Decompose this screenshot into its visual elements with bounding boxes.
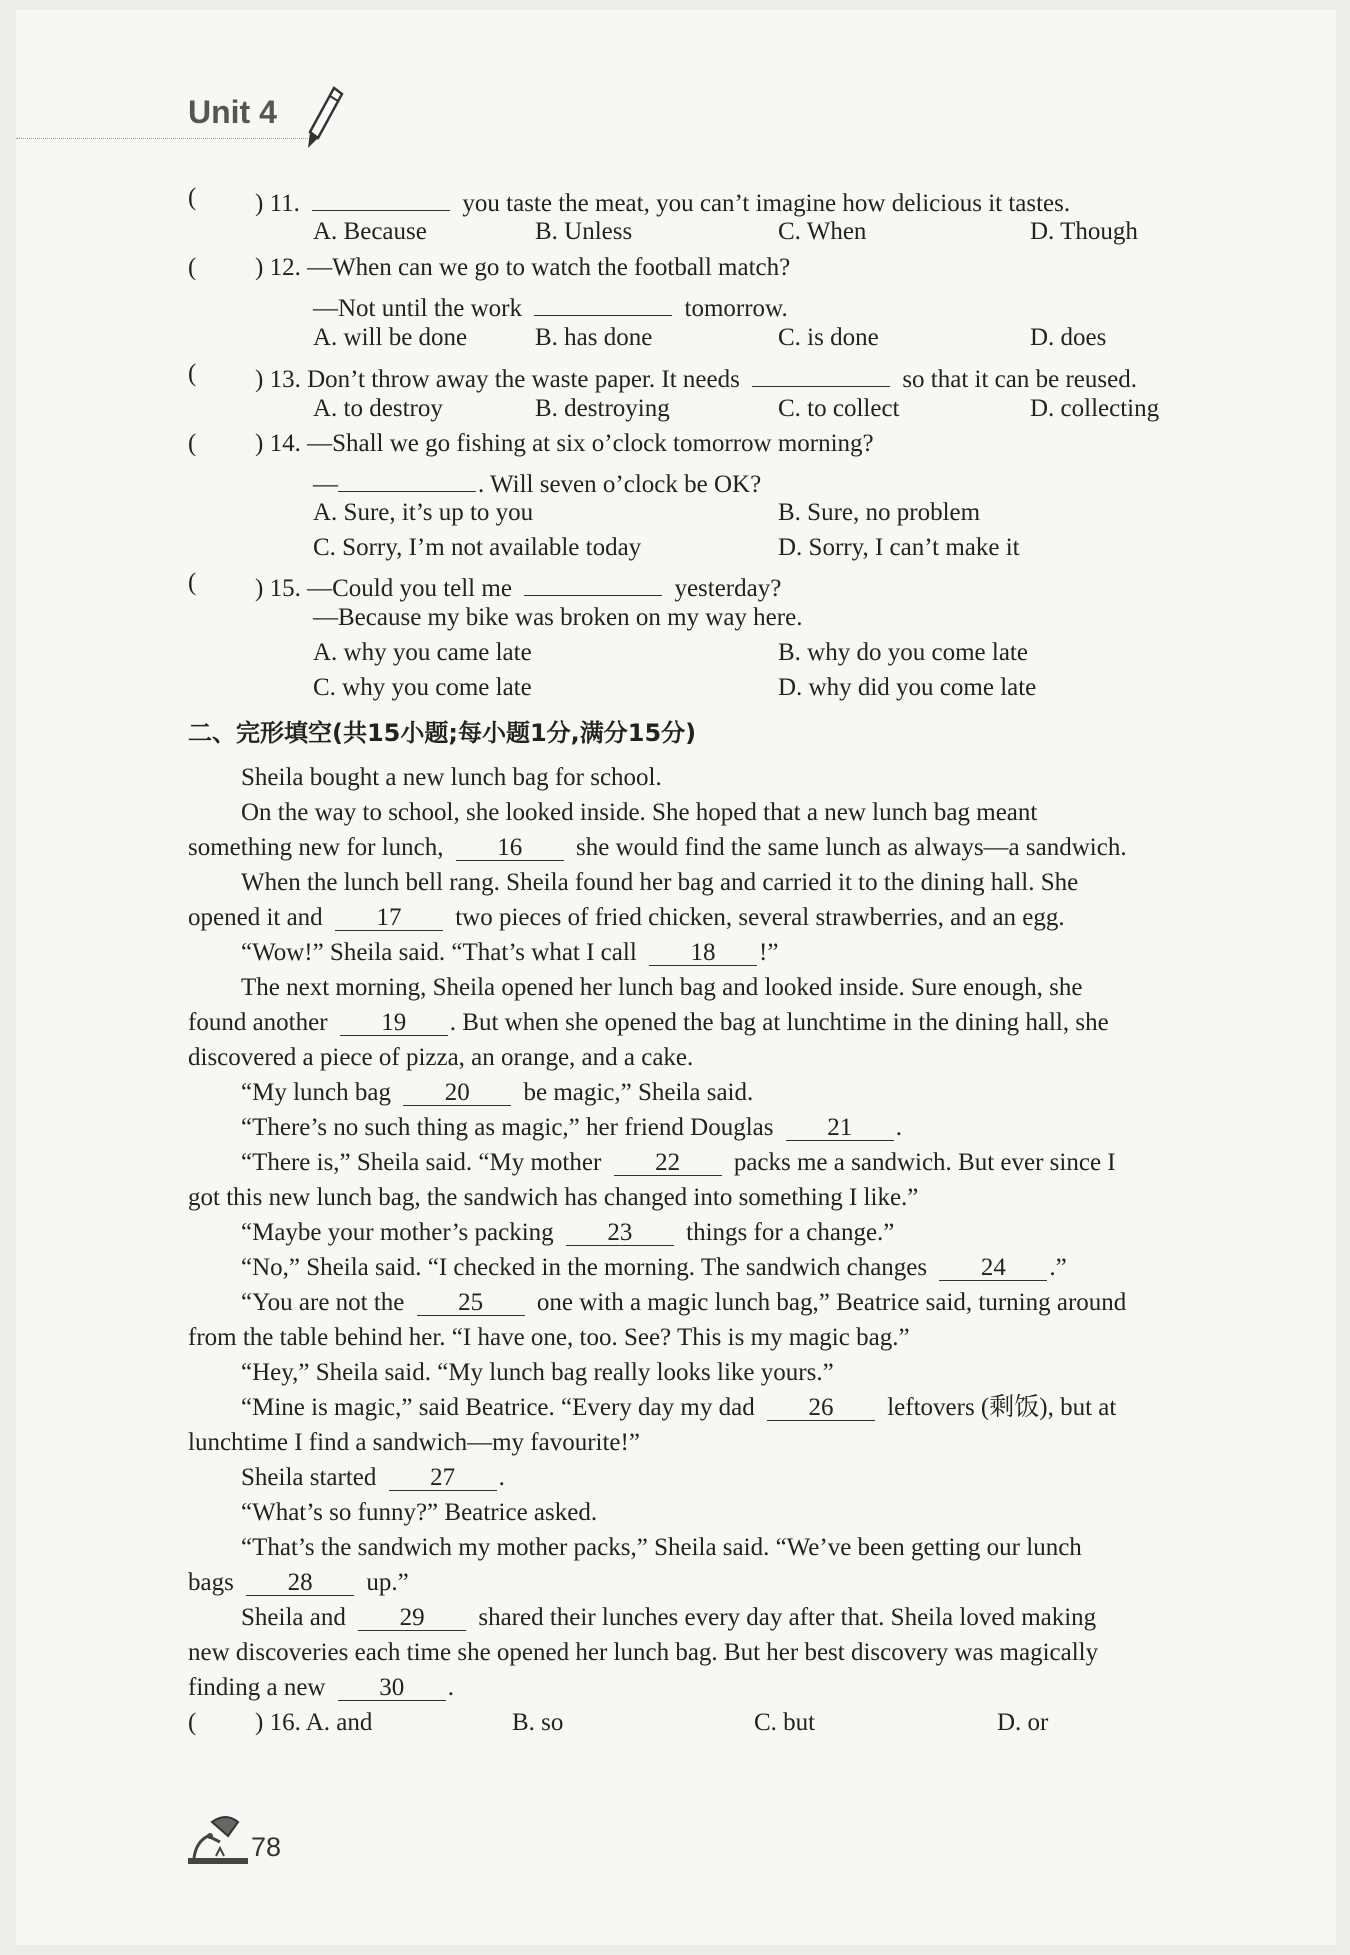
question-16 bbox=[255, 1707, 372, 1739]
text: she would find the same lunch as always—a sandwich. bbox=[576, 834, 1127, 861]
passage-line bbox=[241, 1252, 1067, 1284]
option-b: B. Unless bbox=[535, 218, 633, 245]
answer-bracket: ( bbox=[188, 430, 197, 457]
question-stem: —Could you tell me bbox=[307, 575, 512, 602]
question-11 bbox=[255, 182, 1070, 220]
text: “Wow!” Sheila said. “That’s what I call bbox=[241, 939, 637, 966]
passage-line bbox=[241, 1287, 1126, 1319]
header-rule bbox=[16, 138, 316, 139]
cloze-blank: 27 bbox=[389, 1462, 497, 1491]
passage-line bbox=[241, 1147, 1116, 1179]
text: . bbox=[447, 1674, 454, 1701]
question-stem: yesterday? bbox=[674, 575, 782, 602]
question-12-line2 bbox=[313, 287, 788, 325]
passage-line: got this new lunch bag, the sandwich has changed into something I like.” bbox=[188, 1184, 919, 1211]
text: “There is,” Sheila said. “My mother bbox=[241, 1149, 602, 1176]
text: “You are not the bbox=[241, 1289, 405, 1316]
text: — bbox=[313, 471, 338, 498]
text: things for a change.” bbox=[686, 1219, 895, 1246]
option-c: C. is done bbox=[778, 324, 879, 351]
cloze-blank: 17 bbox=[335, 902, 443, 931]
passage-line: from the table behind her. “I have one, too. See? This is my magic bag.” bbox=[188, 1324, 910, 1351]
option-d: D. does bbox=[1030, 324, 1107, 351]
answer-bracket: ( bbox=[188, 1709, 197, 1736]
text: something new for lunch, bbox=[188, 834, 444, 861]
passage-line bbox=[188, 1672, 454, 1704]
passage-line bbox=[241, 1462, 505, 1494]
text: found another bbox=[188, 1009, 328, 1036]
option-a: A. Sure, it’s up to you bbox=[313, 499, 534, 526]
pen-icon bbox=[304, 86, 344, 152]
text: Sheila and bbox=[241, 1604, 346, 1631]
passage-line bbox=[241, 1392, 1116, 1424]
passage-line: discovered a piece of pizza, an orange, and a cake. bbox=[188, 1044, 694, 1071]
question-12 bbox=[255, 252, 790, 284]
passage-line bbox=[241, 1112, 902, 1144]
option-c: C. but bbox=[754, 1709, 816, 1736]
answer-bracket: ( bbox=[188, 569, 197, 596]
option-a: A. and bbox=[305, 1709, 373, 1736]
answer-blank bbox=[534, 287, 672, 316]
option-a: A. why you came late bbox=[313, 639, 532, 666]
question-number: ) 12. bbox=[255, 254, 301, 281]
text: be magic,” Sheila said. bbox=[523, 1079, 754, 1106]
section-heading: 二、完形填空(共15小题;每小题1分,满分15分) bbox=[188, 719, 697, 747]
cloze-blank: 23 bbox=[566, 1217, 674, 1246]
cloze-blank: 20 bbox=[403, 1077, 511, 1106]
answer-blank bbox=[752, 358, 890, 387]
question-stem: so that it can be reused. bbox=[902, 366, 1137, 393]
option-c: C. When bbox=[778, 218, 867, 245]
option-b: B. Sure, no problem bbox=[778, 499, 981, 526]
question-13 bbox=[255, 358, 1137, 396]
question-number: ) 14. bbox=[255, 430, 301, 457]
question-stem: Don’t throw away the waste paper. It needs bbox=[307, 366, 740, 393]
question-14 bbox=[255, 428, 874, 460]
text: tomorrow. bbox=[684, 295, 788, 322]
passage-line bbox=[188, 1007, 1109, 1039]
answer-bracket: ( bbox=[188, 254, 197, 281]
lamp-icon bbox=[186, 1812, 250, 1866]
option-c: C. why you come late bbox=[313, 674, 532, 701]
option-d: D. collecting bbox=[1030, 395, 1160, 422]
cloze-blank: 26 bbox=[767, 1392, 875, 1421]
text: . But when she opened the bag at lunchtime in the dining hall, she bbox=[449, 1009, 1109, 1036]
option-c: C. to collect bbox=[778, 395, 900, 422]
cloze-blank: 16 bbox=[456, 832, 564, 861]
passage-line: The next morning, Sheila opened her lunch bag and looked inside. Sure enough, she bbox=[241, 974, 1083, 1001]
text: . bbox=[498, 1464, 505, 1491]
text: one with a magic lunch bag,” Beatrice said, turning around bbox=[536, 1289, 1127, 1316]
passage-line: new discoveries each time she opened her lunch bag. But her best discovery was magically bbox=[188, 1639, 1099, 1666]
text: finding a new bbox=[188, 1674, 326, 1701]
option-d: D. or bbox=[997, 1709, 1049, 1736]
page-number: 78 bbox=[251, 1832, 282, 1862]
text: shared their lunches every day after that. Sheila loved making bbox=[478, 1604, 1097, 1631]
cloze-blank: 30 bbox=[338, 1672, 446, 1701]
cloze-blank: 29 bbox=[358, 1602, 466, 1631]
question-15-line2: —Because my bike was broken on my way here. bbox=[313, 604, 803, 631]
question-number: ) 16. bbox=[255, 1709, 301, 1736]
option-b: B. why do you come late bbox=[778, 639, 1028, 666]
text: . Will seven o’clock be OK? bbox=[478, 471, 762, 498]
passage-line: lunchtime I find a sandwich—my favourite!” bbox=[188, 1429, 640, 1456]
passage-line: On the way to school, she looked inside. She hoped that a new lunch bag meant bbox=[241, 799, 1038, 826]
passage-line: Sheila bought a new lunch bag for school. bbox=[241, 764, 662, 791]
question-stem: —When can we go to watch the football match? bbox=[307, 254, 791, 281]
cloze-blank: 25 bbox=[417, 1287, 525, 1316]
text: “Maybe your mother’s packing bbox=[241, 1219, 554, 1246]
text: “Mine is magic,” said Beatrice. “Every day my dad bbox=[241, 1394, 755, 1421]
option-d: D. Sorry, I can’t make it bbox=[778, 534, 1020, 561]
text: . bbox=[895, 1114, 902, 1141]
answer-blank bbox=[338, 463, 476, 492]
passage-line bbox=[188, 1567, 409, 1599]
answer-bracket: ( bbox=[188, 360, 197, 387]
answer-blank bbox=[524, 567, 662, 596]
answer-blank bbox=[312, 182, 450, 211]
text: leftovers (剩饭), but at bbox=[887, 1394, 1117, 1421]
text: two pieces of fried chicken, several strawberries, and an egg. bbox=[455, 904, 1065, 931]
passage-line bbox=[241, 937, 778, 969]
passage-line bbox=[188, 832, 1127, 864]
option-a: A. to destroy bbox=[313, 395, 443, 422]
text: opened it and bbox=[188, 904, 323, 931]
question-number: ) 15. bbox=[255, 575, 301, 602]
text: up.” bbox=[366, 1569, 409, 1596]
option-a: A. Because bbox=[313, 218, 427, 245]
passage-line bbox=[241, 1602, 1096, 1634]
passage-line bbox=[188, 902, 1065, 934]
option-d: D. Though bbox=[1030, 218, 1138, 245]
text: “There’s no such thing as magic,” her friend Douglas bbox=[241, 1114, 774, 1141]
text: —Not until the work bbox=[313, 295, 523, 322]
text: “My lunch bag bbox=[241, 1079, 391, 1106]
passage-line: “That’s the sandwich my mother packs,” Sheila said. “We’ve been getting our lunch bbox=[241, 1534, 1082, 1561]
text: bags bbox=[188, 1569, 234, 1596]
cloze-blank: 19 bbox=[340, 1007, 448, 1036]
option-d: D. why did you come late bbox=[778, 674, 1037, 701]
passage-line: “Hey,” Sheila said. “My lunch bag really looks like yours.” bbox=[241, 1359, 834, 1386]
question-14-line2 bbox=[313, 463, 761, 501]
passage-line bbox=[241, 1077, 753, 1109]
option-b: B. has done bbox=[535, 324, 653, 351]
question-number: ) 13. bbox=[255, 366, 301, 393]
text: !” bbox=[759, 939, 779, 966]
cloze-blank: 24 bbox=[939, 1252, 1047, 1281]
option-c: C. Sorry, I’m not available today bbox=[313, 534, 642, 561]
cloze-blank: 22 bbox=[614, 1147, 722, 1176]
option-a: A. will be done bbox=[313, 324, 468, 351]
text: .” bbox=[1049, 1254, 1067, 1281]
cloze-blank: 28 bbox=[246, 1567, 354, 1596]
passage-line bbox=[241, 1217, 894, 1249]
question-15 bbox=[255, 567, 781, 605]
answer-bracket: ( bbox=[188, 184, 197, 211]
question-stem: you taste the meat, you can’t imagine how delicious it tastes. bbox=[462, 190, 1071, 217]
cloze-blank: 21 bbox=[786, 1112, 894, 1141]
unit-title: Unit 4 bbox=[188, 94, 277, 130]
passage-line: “What’s so funny?” Beatrice asked. bbox=[241, 1499, 598, 1526]
passage-line: When the lunch bell rang. Sheila found her bag and carried it to the dining hall. She bbox=[241, 869, 1079, 896]
text: packs me a sandwich. But ever since I bbox=[733, 1149, 1116, 1176]
cloze-blank: 18 bbox=[649, 937, 757, 966]
question-number: ) 11. bbox=[255, 190, 300, 217]
question-stem: —Shall we go fishing at six o’clock tomorrow morning? bbox=[307, 430, 874, 457]
option-b: B. so bbox=[512, 1709, 564, 1736]
option-b: B. destroying bbox=[535, 395, 670, 422]
text: “No,” Sheila said. “I checked in the morning. The sandwich changes bbox=[241, 1254, 928, 1281]
text: Sheila started bbox=[241, 1464, 377, 1491]
